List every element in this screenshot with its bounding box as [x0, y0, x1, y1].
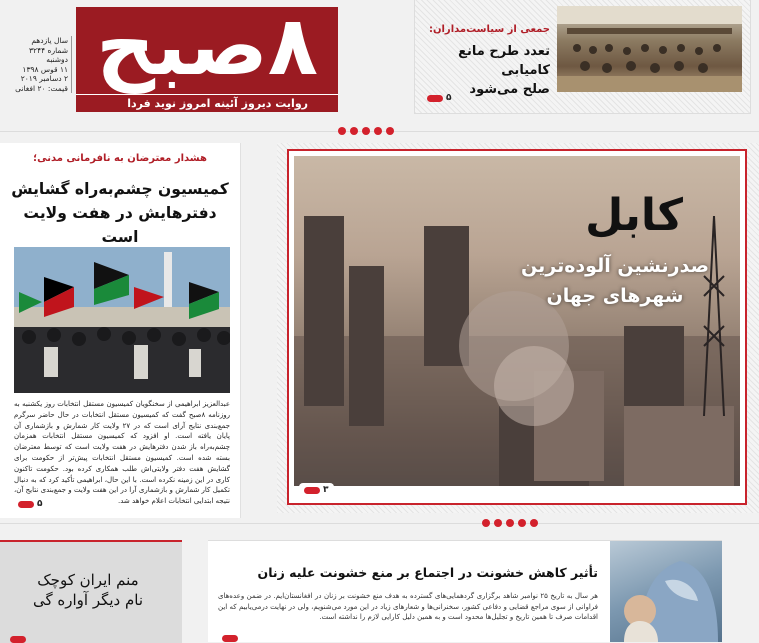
main-feature-title: کابل [585, 190, 683, 241]
protest-photo-art [14, 247, 230, 393]
top-teaser-photo [557, 6, 742, 92]
divider-line [0, 523, 759, 524]
page-marker-icon [10, 636, 26, 643]
main-feature-subtitle [515, 251, 715, 311]
left-story-headline-line2: دفترهایش در هفت ولایت است [23, 204, 217, 246]
bottom-left-page-ref[interactable] [10, 636, 26, 643]
dot-icon [362, 127, 370, 135]
masthead-tagline-bar [76, 94, 338, 112]
main-feature-page-ref[interactable] [299, 483, 334, 497]
page-number: ۳ [323, 485, 329, 495]
bottom-story-body: هر سال به تاریخ ۲۵ نوامبر شاهد برگزاری گردهمایی‌های گسترده به هدف منع خشونت بر زنان در افغانستان‌ایم. در ضمن وعده‌های فراوانی از سوی مراجع قضایی و دفاعی کشور، سخنرانی‌ها و شعارهای زیاد در این مورد می‌شنویم، ولی در نهایت درمی‌یابیم که این اقدامات صرف تا همین تاریخ و تجلیل‌ها محدود است و به همین دلیل کارایی لازم را نداشته است. [218, 592, 598, 621]
dot-icon [494, 519, 502, 527]
bottom-left-headline [8, 570, 168, 610]
left-story-page-ref[interactable] [18, 499, 43, 509]
top-teaser-kicker: جمعی از سیاست‌مداران: [428, 24, 550, 35]
masthead [0, 0, 340, 115]
info-weekday: دوشنبه [46, 55, 68, 64]
info-price: قیمت: ۲۰ افغانی [15, 83, 68, 93]
dot-icon [338, 127, 346, 135]
masthead-issue-info [6, 36, 72, 93]
bottom-left-teaser[interactable] [0, 540, 182, 643]
info-volume: سال یازدهم [31, 36, 68, 45]
left-story-headline-line1: کمیسیون چشم‌به‌راه گشایش [11, 180, 229, 198]
main-feature-subtitle-line2: شهرهای جهان [546, 285, 684, 307]
protest-photo [14, 247, 230, 393]
bottom-story-photo [610, 541, 722, 642]
left-story[interactable] [0, 143, 241, 518]
info-date-solar: ۱۱ قوس ۱۳۹۸ [22, 64, 68, 74]
dot-icon [506, 519, 514, 527]
masthead-tagline: روایت دیروز آئینه امروز نوید فردا [127, 97, 308, 110]
masthead-logo-text: ۸صبح [96, 7, 318, 94]
woman-child-photo-art [610, 541, 722, 642]
main-feature[interactable] [277, 143, 759, 513]
page-number: ۵ [37, 499, 43, 509]
main-feature-frame [287, 149, 747, 505]
top-teaser-headline[interactable] [420, 42, 550, 99]
masthead-logo[interactable] [76, 7, 338, 94]
dot-icon [350, 127, 358, 135]
top-teaser-headline-line2: صلح می‌شود [469, 82, 550, 97]
conference-photo-art [557, 6, 742, 92]
page-marker-icon [18, 501, 34, 508]
dot-icon [482, 519, 490, 527]
bottom-story-headline: تأثیر کاهش خشونت در اجتماع بر منع خشونت علیه زنان [257, 565, 598, 580]
info-date-gregorian: ۲ دسامبر ۲۰۱۹ [20, 74, 68, 83]
section-divider-dots [482, 519, 538, 527]
left-story-headline[interactable] [6, 177, 234, 249]
dot-icon [518, 519, 526, 527]
bottom-left-headline-line2: نام دیگر آواره گی [32, 591, 144, 609]
main-feature-subtitle-line1: صدرنشین آلوده‌ترین [521, 255, 709, 277]
left-story-body: عبدالعزیز ابراهیمی از سخنگویان کمیسیون مستقل انتخابات روز یکشنبه به روزنامه ۸صبح گفت که کمیسیون مستقل انتخابات در حال حاضر سرگرم جمع‌بندی نتایج آرای است که در ۲۷ ولایت کار شمارش و بازشماری آن پایان یافته است. او افزود که کمیسیون مستقل انتخابات همزمان چشم‌به‌راه باز شدن دفترهایش در هفت ولایت است که توسط معترضان بسته شده است. کمیسیون مستقل انتخابات پیش‌تر از حکومت برای گشایش هفت دفتر ولایتی‌اش طلب همکاری کرده بود. حکومت تاکنون کاری در این زمینه نکرده است. با این حال، ابراهیمی تأکید کرد که به دنبال تکمیل کار شمارش و بازشماری آرا در این هفت ولایت و جمع‌بندی نتایج آن، نتیجه ابتدایی انتخابات اعلام خواهد شد. [14, 400, 230, 506]
dot-icon [374, 127, 382, 135]
page-marker-icon [304, 487, 320, 494]
top-teaser[interactable] [414, 0, 751, 114]
dot-icon [386, 127, 394, 135]
info-issue: شماره ۳۲۴۴ [29, 45, 68, 55]
section-divider-dots [338, 127, 394, 135]
top-teaser-headline-line1: تعدد طرح مانع کامیابی [458, 44, 550, 78]
bottom-left-headline-line1: منم ایران کوچک [37, 571, 139, 589]
page-marker-icon [427, 95, 443, 102]
page-number: ۵ [446, 93, 452, 103]
bottom-story[interactable] [208, 540, 722, 642]
dot-icon [530, 519, 538, 527]
left-story-kicker: هشدار معترضان به نافرمانی مدنی؛ [33, 153, 207, 164]
top-teaser-page-ref[interactable] [427, 93, 452, 103]
